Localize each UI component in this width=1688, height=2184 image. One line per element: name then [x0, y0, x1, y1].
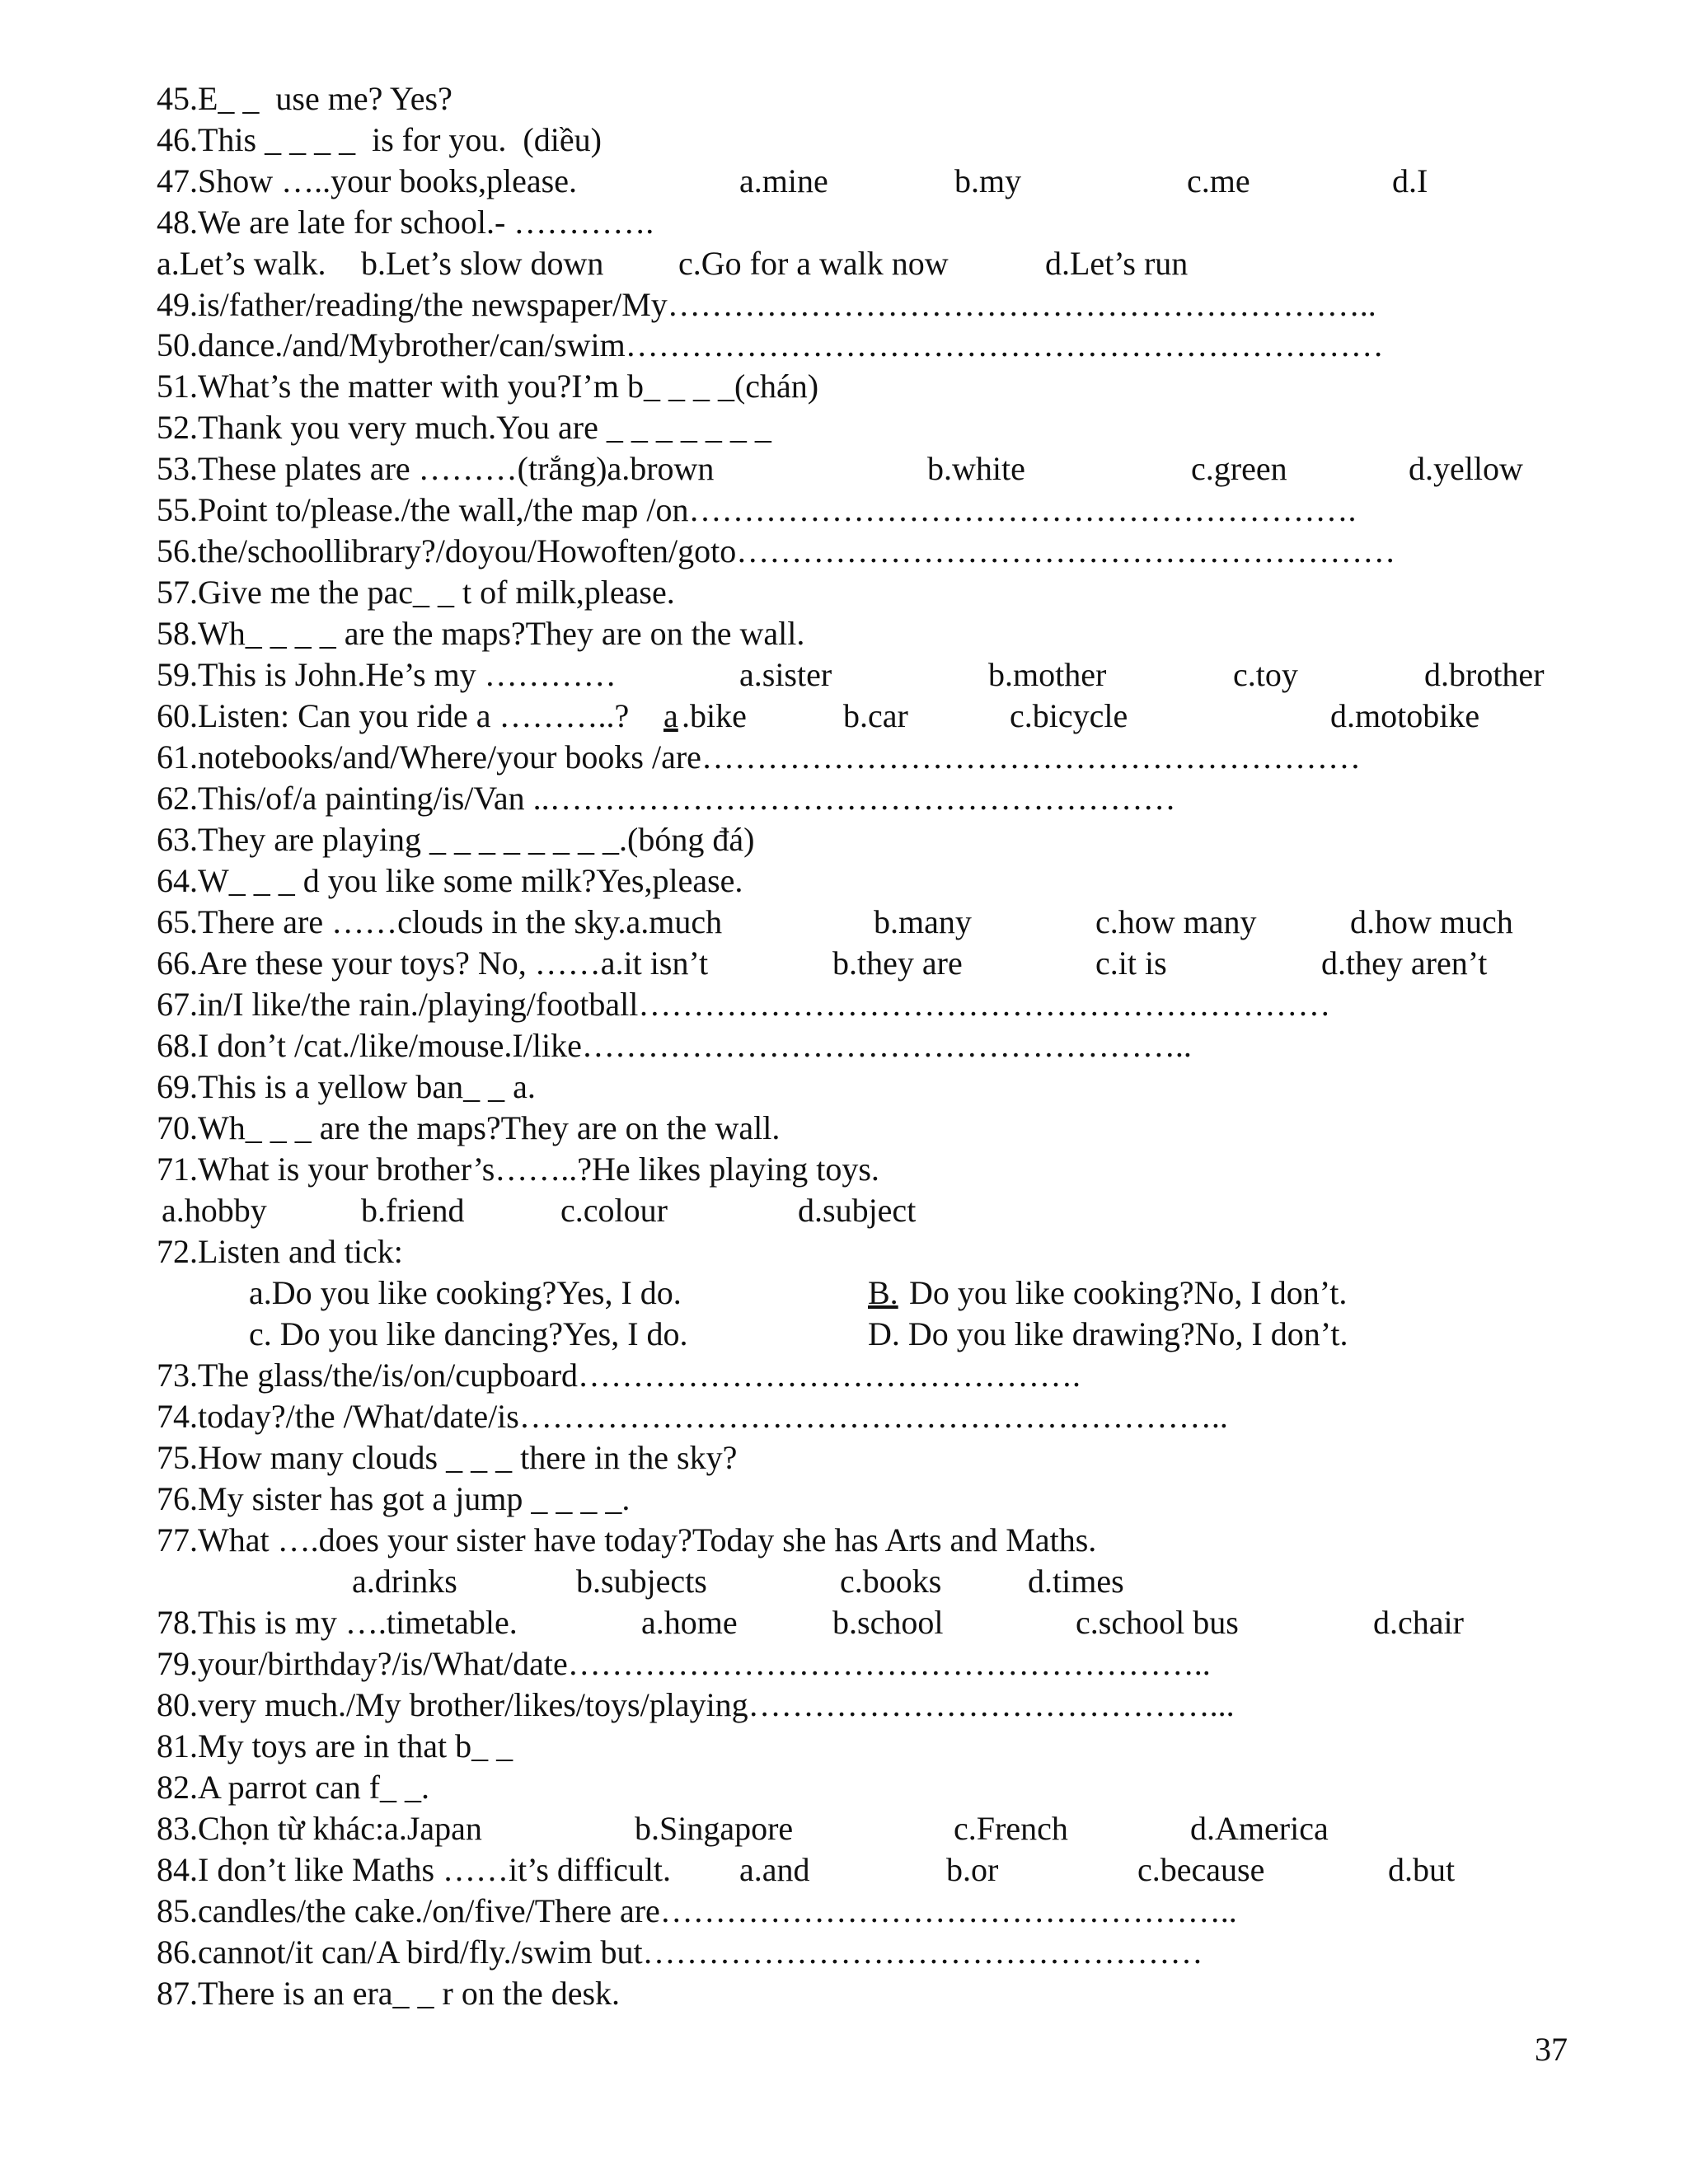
answer-option: b.many — [874, 903, 972, 940]
question-text: 74.today?/the /What/date/is……………………………………………………….. — [157, 1398, 1228, 1435]
answer-option: a.and — [739, 1851, 810, 1888]
question-line — [0, 1767, 1688, 1808]
question-text: 84.I don’t like Maths ……it’s difficult. — [157, 1851, 672, 1888]
question-text: 67.in/I like/the rain./playing/football……………………………………………………… — [157, 986, 1331, 1023]
question-line — [0, 860, 1688, 902]
answer-option: b.car — [843, 697, 908, 734]
answer-option: d.motobike — [1330, 697, 1480, 734]
question-line — [0, 1355, 1688, 1396]
question-line — [0, 696, 1688, 737]
question-text: 66.Are these your toys? No, ……a.it isn’t — [157, 944, 709, 982]
question-line — [0, 572, 1688, 613]
question-text: 58.Wh_ _ _ _ are the maps?They are on the wall. — [157, 615, 805, 652]
answer-option: b.school — [832, 1604, 944, 1641]
question-line — [0, 202, 1688, 243]
answer-option: d.brother — [1424, 656, 1545, 693]
question-line — [0, 366, 1688, 407]
answer-option: c.green — [1191, 450, 1287, 487]
answer-option: b.or — [946, 1851, 999, 1888]
question-text: 57.Give me the pac_ _ t of milk,please. — [157, 574, 675, 611]
question-text: 53.These plates are ………(trắng)a.brown — [157, 450, 715, 487]
question-text: 82.A parrot can f_ _. — [157, 1769, 430, 1806]
question-text: 51.What’s the matter with you?I’m b_ _ _ _(chán) — [157, 368, 819, 405]
question-text: 56.the/schoollibrary?/doyou/Howoften/goto…………………………………………………… — [157, 532, 1396, 569]
question-text: 64.W_ _ _ d you like some milk?Yes,please. — [157, 862, 743, 899]
question-line — [0, 1561, 1688, 1602]
answer-option: .bike — [682, 697, 747, 734]
question-text: a.hobby — [162, 1192, 267, 1229]
answer-option: a.sister — [739, 656, 832, 693]
question-text: 76.My sister has got a jump _ _ _ _. — [157, 1480, 631, 1517]
answer-option: c.it is — [1095, 944, 1167, 982]
question-line — [0, 161, 1688, 202]
question-text: 72.Listen and tick: — [157, 1233, 403, 1270]
question-line — [0, 778, 1688, 819]
answer-option: c.bicycle — [1010, 697, 1128, 734]
question-line — [0, 1437, 1688, 1479]
question-line — [0, 120, 1688, 161]
answer-option: d.but — [1388, 1851, 1456, 1888]
question-line — [0, 1808, 1688, 1849]
question-text: 60.Listen: Can you ride a ………..? — [157, 697, 630, 734]
answer-option: c.school bus — [1076, 1604, 1239, 1641]
question-text: c. Do you like dancing?Yes, I do. — [249, 1315, 688, 1352]
question-text: 45.E_ _ use me? Yes? — [157, 80, 452, 117]
answer-option: c.me — [1187, 162, 1250, 199]
question-text: 85.candles/the cake./on/five/There are…………………………………………….. — [157, 1892, 1237, 1929]
question-text: 73.The glass/the/is/on/cupboard………………………………………. — [157, 1357, 1081, 1394]
answer-option: c.French — [954, 1810, 1068, 1847]
question-line — [0, 1602, 1688, 1643]
question-line — [0, 1932, 1688, 1973]
question-text: 75.How many clouds _ _ _ there in the sky? — [157, 1439, 738, 1476]
answer-option: c.books — [840, 1563, 942, 1600]
answer-option: a.mine — [739, 162, 828, 199]
answer-option: d.Let’s run — [1045, 245, 1189, 282]
question-text: 80.very much./My brother/likes/toys/playing……………………………………... — [157, 1686, 1235, 1723]
question-text: 49.is/father/reading/the newspaper/My……………………………………………………….. — [157, 286, 1376, 323]
question-line — [0, 613, 1688, 654]
question-line — [0, 1272, 1688, 1314]
question-line — [0, 407, 1688, 448]
answer-option: b.they are — [832, 944, 963, 982]
question-line — [0, 1314, 1688, 1355]
question-line — [0, 448, 1688, 490]
question-text: 68.I don’t /cat./like/mouse.I/like……………………………………………….. — [157, 1027, 1192, 1064]
answer-option: b.mother — [988, 656, 1107, 693]
question-text: 55.Point to/please./the wall,/the map /on……………………………………………………. — [157, 491, 1357, 528]
question-text: 52.Thank you very much.You are _ _ _ _ _ _ _ — [157, 409, 771, 446]
answer-option: B. — [868, 1274, 898, 1311]
question-text: 77.What ….does your sister have today?Today she has Arts and Maths. — [157, 1521, 1097, 1558]
answer-option: d.times — [1028, 1563, 1124, 1600]
question-text: 50.dance./and/Mybrother/can/swim…………………………………………………………… — [157, 326, 1384, 363]
question-text: a.Do you like cooking?Yes, I do. — [249, 1274, 682, 1311]
answer-option: c.how many — [1095, 903, 1257, 940]
question-line — [0, 1479, 1688, 1520]
question-line — [0, 654, 1688, 696]
question-line — [0, 78, 1688, 120]
question-line — [0, 1685, 1688, 1726]
answer-option: a — [663, 697, 678, 734]
question-line — [0, 737, 1688, 778]
answer-option: d.subject — [798, 1192, 917, 1229]
question-line — [0, 490, 1688, 531]
question-line — [0, 1231, 1688, 1272]
question-line — [0, 1891, 1688, 1932]
question-text: 79.your/birthday?/is/What/date………………………………………………….. — [157, 1645, 1211, 1682]
question-text: 83.Chọn từ khác:a.Japan — [157, 1810, 482, 1847]
question-line — [0, 984, 1688, 1025]
answer-option: b.subjects — [576, 1563, 707, 1600]
question-text: 81.My toys are in that b_ _ — [157, 1727, 513, 1765]
question-text: 86.cannot/it can/A bird/fly./swim but…………………………………………… — [157, 1933, 1203, 1971]
question-text: 62.This/of/a painting/is/Van ..………………………………………………… — [157, 780, 1176, 817]
question-text: 87.There is an era_ _ r on the desk. — [157, 1975, 621, 2012]
question-line — [0, 1643, 1688, 1685]
question-text: 71.What is your brother’s……..?He likes playing toys. — [157, 1151, 879, 1188]
answer-option: b.friend — [361, 1192, 465, 1229]
answer-option: b.my — [954, 162, 1022, 199]
question-text: 46.This _ _ _ _ is for you. (diều) — [157, 121, 602, 158]
question-text: 63.They are playing _ _ _ _ _ _ _ _.(bóng đá) — [157, 821, 755, 858]
question-text: 78.This is my ….timetable. — [157, 1604, 518, 1641]
question-line — [0, 1726, 1688, 1767]
answer-option: c.Go for a walk now — [678, 245, 949, 282]
answer-option: c.because — [1137, 1851, 1265, 1888]
answer-option: a.home — [641, 1604, 738, 1641]
question-line — [0, 531, 1688, 572]
question-line — [0, 1025, 1688, 1066]
answer-option: b.Singapore — [635, 1810, 794, 1847]
question-text: 69.This is a yellow ban_ _ a. — [157, 1068, 536, 1105]
question-line — [0, 1520, 1688, 1561]
page-number: 37 — [1535, 2031, 1568, 2068]
answer-option: c.colour — [560, 1192, 668, 1229]
answer-option: d.they aren’t — [1321, 944, 1488, 982]
question-line — [0, 943, 1688, 984]
answer-option: d.America — [1190, 1810, 1329, 1847]
question-line — [0, 1108, 1688, 1149]
question-line — [0, 1190, 1688, 1231]
answer-option: b.white — [927, 450, 1025, 487]
question-line — [0, 284, 1688, 326]
question-text: a.drinks — [352, 1563, 457, 1600]
answer-option: d.how much — [1350, 903, 1513, 940]
question-line — [0, 1396, 1688, 1437]
answer-option: b.Let’s slow down — [361, 245, 604, 282]
answer-option: c.toy — [1233, 656, 1298, 693]
answer-option: d.I — [1392, 162, 1428, 199]
question-line — [0, 1849, 1688, 1891]
question-line — [0, 325, 1688, 366]
question-line — [0, 1149, 1688, 1190]
answer-option: Do you like cooking?No, I don’t. — [901, 1274, 1348, 1311]
answer-option: D. Do you like drawing?No, I don’t. — [868, 1315, 1348, 1352]
question-text: 59.This is John.He’s my ………… — [157, 656, 617, 693]
question-line — [0, 902, 1688, 943]
answer-option: d.chair — [1373, 1604, 1464, 1641]
question-text: 65.There are ……clouds in the sky.a.much — [157, 903, 723, 940]
question-text: 61.notebooks/and/Where/your books /are…………………………………………………… — [157, 738, 1361, 776]
question-line — [0, 1066, 1688, 1108]
question-line — [0, 243, 1688, 284]
question-text: 48.We are late for school.- …………. — [157, 204, 654, 241]
question-text: 70.Wh_ _ _ are the maps?They are on the wall. — [157, 1109, 781, 1146]
question-text: a.Let’s walk. — [157, 245, 326, 282]
question-line — [0, 819, 1688, 860]
question-line — [0, 1973, 1688, 2014]
answer-option: d.yellow — [1409, 450, 1523, 487]
question-text: 47.Show …..your books,please. — [157, 162, 577, 199]
